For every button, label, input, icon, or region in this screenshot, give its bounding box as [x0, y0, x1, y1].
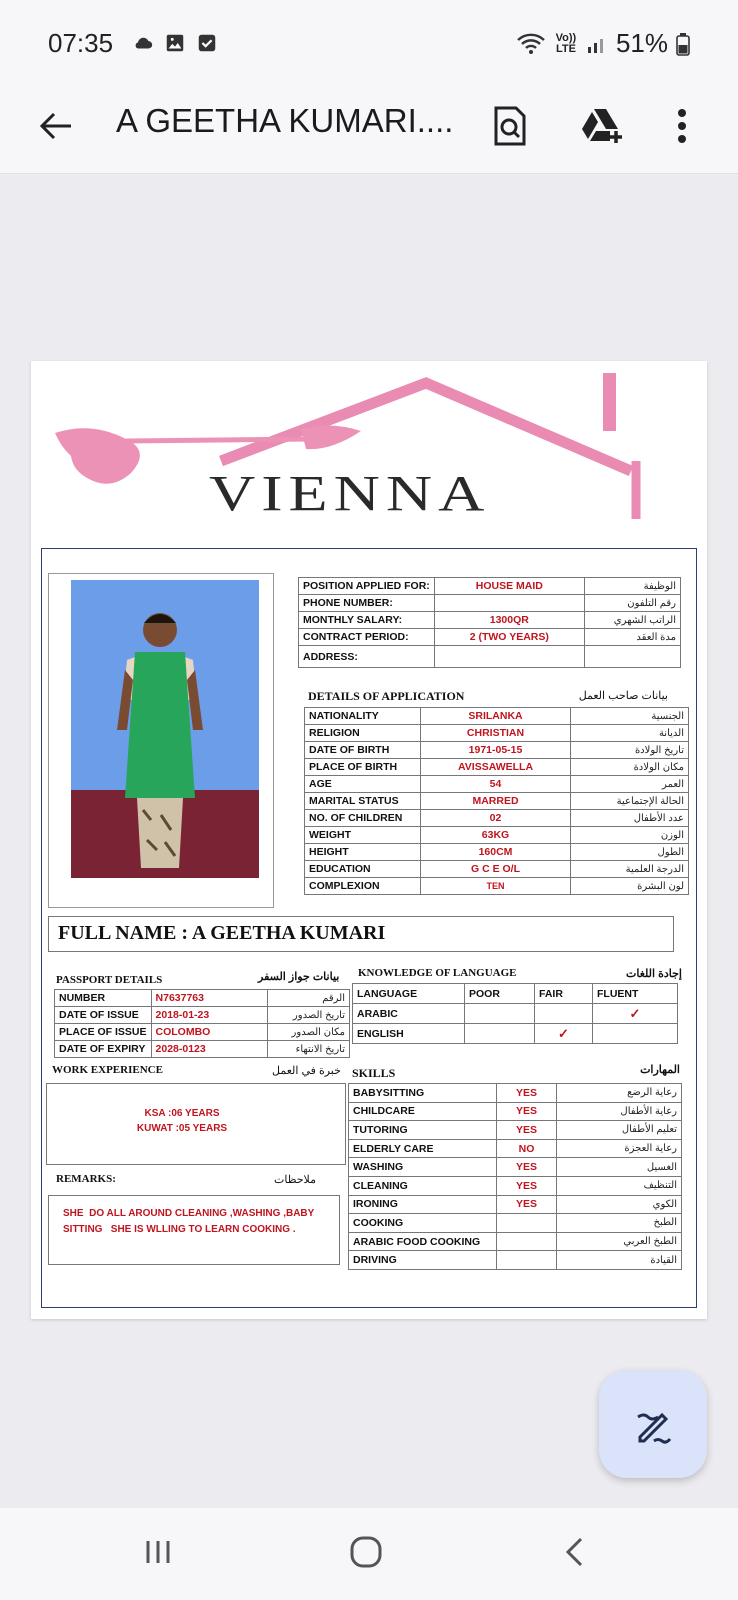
table-row [353, 1004, 678, 1024]
skill-value: YES [497, 1195, 557, 1214]
app-bar [0, 86, 738, 174]
skill-label-ar: تعليم الأطفال [557, 1121, 682, 1140]
skill-value: NO [497, 1139, 557, 1158]
table-row [305, 827, 689, 844]
detail-label-ar: الحالة الإجتماعية [571, 793, 689, 810]
remarks-line: SHE DO ALL AROUND CLEANING ,WASHING ,BABY [63, 1208, 315, 1219]
recents-button[interactable] [128, 1530, 188, 1574]
address-value [434, 646, 584, 668]
more-vert-icon [676, 108, 688, 144]
language-fluent: ✓ [593, 1004, 678, 1024]
system-nav-bar [0, 1508, 738, 1600]
language-poor [465, 1004, 535, 1024]
detail-value: TEN [421, 878, 571, 895]
phone-label: PHONE NUMBER: [299, 595, 435, 612]
skill-value: YES [497, 1102, 557, 1121]
table-row [349, 1084, 682, 1103]
table-row [349, 1214, 682, 1233]
table-row [55, 1024, 350, 1041]
detail-label: AGE [305, 776, 421, 793]
detail-value: MARRED [421, 793, 571, 810]
detail-label: COMPLEXION [305, 878, 421, 895]
skills-table [348, 1083, 682, 1270]
language-name: ENGLISH [353, 1024, 465, 1044]
table-row [349, 1121, 682, 1140]
table-row [349, 1251, 682, 1270]
detail-label-ar: الطول [571, 844, 689, 861]
table-row [305, 725, 689, 742]
vienna-logo [31, 361, 707, 541]
passport-table [54, 989, 350, 1058]
language-title-ar: إجادة اللغات [626, 968, 682, 980]
passport-label: NUMBER [55, 990, 152, 1007]
cv-form [41, 548, 697, 1308]
passport-label: DATE OF EXPIRY [55, 1041, 152, 1058]
recents-icon [143, 1537, 173, 1567]
detail-label: NATIONALITY [305, 708, 421, 725]
back-nav-button[interactable] [544, 1530, 604, 1574]
passport-title: PASSPORT DETAILS [56, 974, 163, 986]
contract-label: CONTRACT PERIOD: [299, 629, 435, 646]
edit-fab[interactable] [599, 1370, 707, 1478]
detail-value: G C E O/L [421, 861, 571, 878]
fluent-header: FLUENT [593, 984, 678, 1004]
work-line: KSA :06 YEARS [144, 1108, 220, 1119]
detail-value: AVISSAWELLA [421, 759, 571, 776]
network-label: Vo)) LTE [555, 31, 577, 55]
table-row [349, 1195, 682, 1214]
skill-value [497, 1232, 557, 1251]
skill-label: WASHING [349, 1158, 497, 1177]
status-time: 07:35 [48, 28, 114, 58]
battery-icon [676, 32, 690, 56]
detail-value: SRILANKA [421, 708, 571, 725]
table-row [299, 578, 681, 595]
table-row [349, 1158, 682, 1177]
contract-value: 2 (TWO YEARS) [434, 629, 584, 646]
passport-label: DATE OF ISSUE [55, 1007, 152, 1024]
skill-label: ARABIC FOOD COOKING [349, 1232, 497, 1251]
poor-header: POOR [465, 984, 535, 1004]
remarks-box [48, 1195, 340, 1265]
passport-value: 2028-0123 [151, 1041, 267, 1058]
language-title: KNOWLEDGE OF LANGUAGE [358, 967, 517, 979]
table-row [353, 984, 678, 1004]
passport-value: N7637763 [151, 990, 267, 1007]
salary-label-ar: الراتب الشهري [584, 612, 680, 629]
applicant-photo [61, 580, 259, 878]
skill-value: YES [497, 1084, 557, 1103]
remarks-title-ar: ملاحظات [274, 1174, 316, 1186]
find-in-document-button[interactable] [486, 102, 534, 150]
detail-value: 02 [421, 810, 571, 827]
passport-label-ar: تاريخ الصدور [267, 1007, 349, 1024]
position-label: POSITION APPLIED FOR: [299, 578, 435, 595]
detail-label-ar: مكان الولادة [571, 759, 689, 776]
skill-label-ar: رعاية الأطفال [557, 1102, 682, 1121]
table-row [353, 1024, 678, 1044]
full-name: FULL NAME : A GEETHA KUMARI [48, 916, 674, 952]
language-fluent [593, 1024, 678, 1044]
table-row [55, 1007, 350, 1024]
photo-frame [48, 573, 274, 908]
back-icon [562, 1536, 586, 1568]
position-label-ar: الوظيفة [584, 578, 680, 595]
detail-value: 63KG [421, 827, 571, 844]
passport-value: 2018-01-23 [151, 1007, 267, 1024]
salary-label: MONTHLY SALARY: [299, 612, 435, 629]
table-row [305, 742, 689, 759]
status-bar [0, 0, 738, 86]
skill-label: CHILDCARE [349, 1102, 497, 1121]
passport-label-ar: الرقم [267, 990, 349, 1007]
detail-label: RELIGION [305, 725, 421, 742]
skill-label: TUTORING [349, 1121, 497, 1140]
drive-add-icon [580, 107, 624, 145]
skill-label: CLEANING [349, 1176, 497, 1195]
table-row [299, 595, 681, 612]
remarks-title: REMARKS: [56, 1173, 116, 1185]
details-table [304, 707, 689, 895]
work-experience-title-ar: خبرة في العمل [272, 1065, 341, 1077]
wifi-icon [516, 32, 546, 56]
table-row [55, 1041, 350, 1058]
fair-header: FAIR [535, 984, 593, 1004]
skill-label: ELDERLY CARE [349, 1139, 497, 1158]
skill-label: DRIVING [349, 1251, 497, 1270]
table-row [349, 1102, 682, 1121]
detail-label-ar: لون البشرة [571, 878, 689, 895]
table-row [55, 990, 350, 1007]
detail-label: DATE OF BIRTH [305, 742, 421, 759]
contract-label-ar: مدة العقد [584, 629, 680, 646]
table-row [305, 878, 689, 895]
details-title-ar: بيانات صاحب العمل [578, 690, 668, 702]
document-title: A GEETHA KUMARI.... [116, 102, 454, 139]
detail-label: MARITAL STATUS [305, 793, 421, 810]
table-row [305, 708, 689, 725]
detail-label-ar: الديانة [571, 725, 689, 742]
position-value: HOUSE MAID [434, 578, 584, 595]
passport-label-ar: مكان الصدور [267, 1024, 349, 1041]
detail-value: 160CM [421, 844, 571, 861]
skill-label: IRONING [349, 1195, 497, 1214]
language-fair: ✓ [535, 1024, 593, 1044]
skill-value: YES [497, 1176, 557, 1195]
language-table [352, 983, 678, 1044]
table-row [305, 844, 689, 861]
detail-label-ar: الوزن [571, 827, 689, 844]
skill-value: YES [497, 1121, 557, 1140]
table-row [349, 1232, 682, 1251]
skill-value [497, 1214, 557, 1233]
table-row [349, 1139, 682, 1158]
skill-label-ar: الطبخ [557, 1214, 682, 1233]
position-table [298, 577, 681, 668]
language-name: ARABIC [353, 1004, 465, 1024]
table-row [305, 810, 689, 827]
skill-value: YES [497, 1158, 557, 1177]
detail-value: CHRISTIAN [421, 725, 571, 742]
table-row [299, 629, 681, 646]
detail-label: PLACE OF BIRTH [305, 759, 421, 776]
detail-label: HEIGHT [305, 844, 421, 861]
table-row [305, 776, 689, 793]
phone-label-ar: رقم التلفون [584, 595, 680, 612]
back-arrow-icon [39, 111, 73, 141]
table-row [299, 612, 681, 629]
remarks-line: SITTING SHE IS WLLING TO LEARN COOKING . [63, 1224, 296, 1235]
skill-label: COOKING [349, 1214, 497, 1233]
address-label-ar [584, 646, 680, 668]
skill-label-ar: التنظيف [557, 1176, 682, 1195]
detail-label: EDUCATION [305, 861, 421, 878]
table-row [349, 1176, 682, 1195]
passport-title-ar: بيانات جواز السفر [258, 971, 340, 983]
save-to-drive-button[interactable] [578, 102, 626, 150]
cloud-icon [132, 32, 154, 54]
language-fair [535, 1004, 593, 1024]
detail-value: 54 [421, 776, 571, 793]
language-header: LANGUAGE [353, 984, 465, 1004]
document-search-icon [493, 106, 527, 146]
image-icon [164, 32, 186, 54]
skill-label-ar: القيادة [557, 1251, 682, 1270]
detail-label-ar: الدرجة العلمية [571, 861, 689, 878]
skill-label-ar: رعاية العجزة [557, 1139, 682, 1158]
back-button[interactable] [34, 104, 78, 148]
passport-label: PLACE OF ISSUE [55, 1024, 152, 1041]
passport-label-ar: تاريخ الانتهاء [267, 1041, 349, 1058]
salary-value: 1300QR [434, 612, 584, 629]
detail-label-ar: الجنسية [571, 708, 689, 725]
edit-sparkle-icon [632, 1403, 674, 1445]
table-row [305, 759, 689, 776]
detail-label-ar: العمر [571, 776, 689, 793]
skill-label-ar: الطبخ العربي [557, 1232, 682, 1251]
work-line: KUWAT :05 YEARS [136, 1123, 228, 1134]
detail-label-ar: عدد الأطفال [571, 810, 689, 827]
skills-title: SKILLS [352, 1066, 396, 1080]
passport-value: COLOMBO [151, 1024, 267, 1041]
detail-value: 1971-05-15 [421, 742, 571, 759]
table-row [299, 646, 681, 668]
home-icon [349, 1535, 383, 1569]
home-button[interactable] [336, 1530, 396, 1574]
skill-label: BABYSITTING [349, 1084, 497, 1103]
table-row [305, 861, 689, 878]
signal-icon [586, 33, 608, 55]
document-page [31, 361, 707, 1319]
skill-label-ar: رعاية الرضع [557, 1084, 682, 1103]
skills-title-ar: المهارات [640, 1064, 680, 1076]
skill-label-ar: الغسيل [557, 1158, 682, 1177]
detail-label: WEIGHT [305, 827, 421, 844]
phone-value [434, 595, 584, 612]
language-poor [465, 1024, 535, 1044]
logo-text: VIENNA [209, 464, 491, 522]
work-experience-title: WORK EXPERIENCE [52, 1064, 163, 1076]
address-label: ADDRESS: [299, 646, 435, 668]
details-title: DETAILS OF APPLICATION [308, 689, 465, 703]
battery-percent: 51% [615, 28, 668, 58]
work-experience-box [46, 1083, 346, 1165]
skill-label-ar: الكوي [557, 1195, 682, 1214]
checkbox-icon [196, 32, 218, 54]
more-options-button[interactable] [658, 102, 706, 150]
skill-value [497, 1251, 557, 1270]
detail-label: NO. OF CHILDREN [305, 810, 421, 827]
table-row [305, 793, 689, 810]
detail-label-ar: تاريخ الولادة [571, 742, 689, 759]
